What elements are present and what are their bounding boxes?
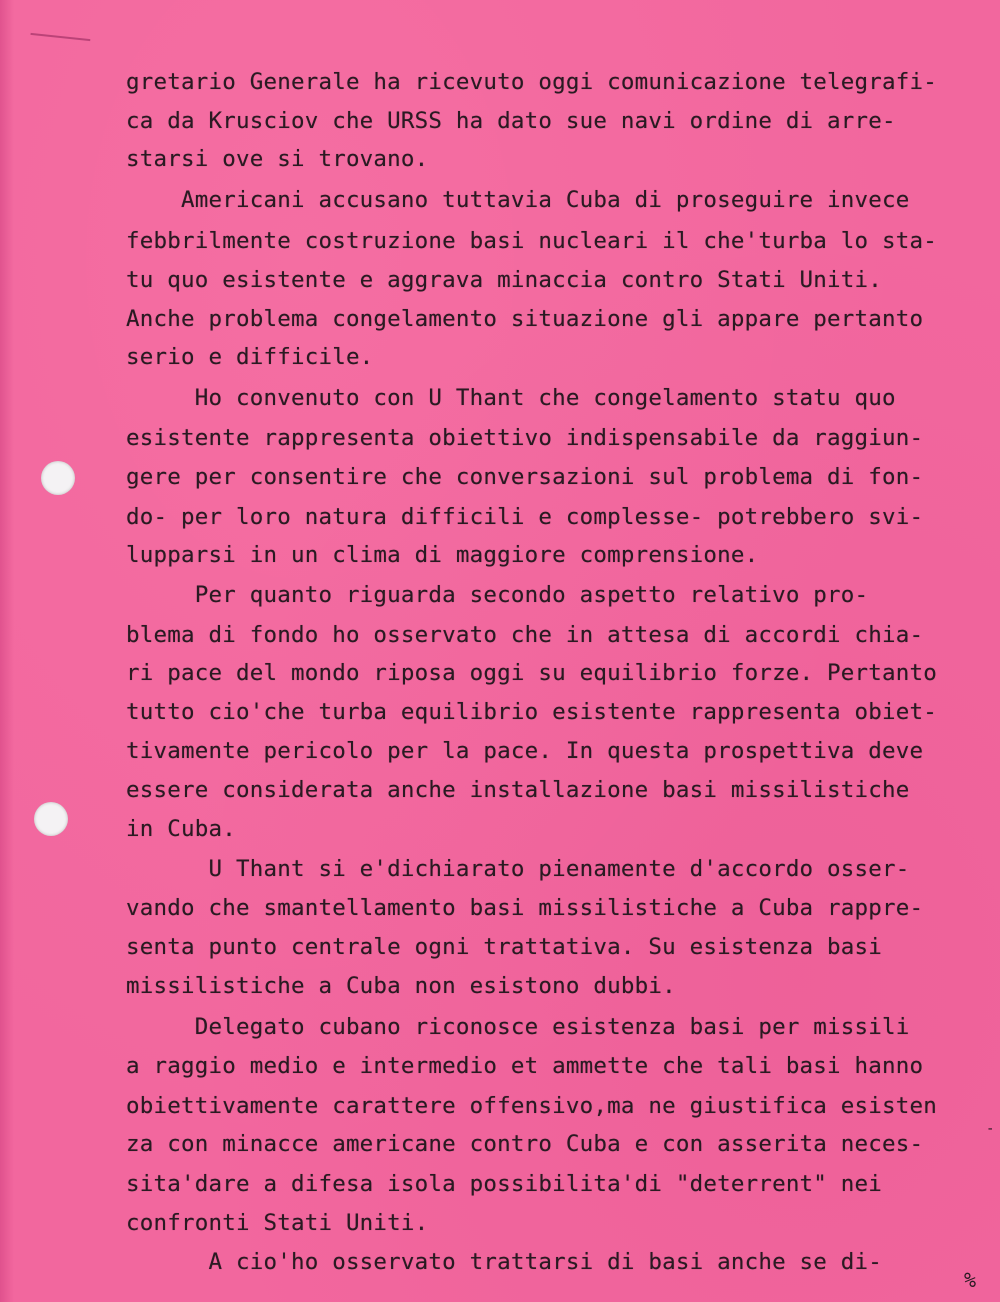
text-line: missilistiche a Cuba non esistono dubbi. [126,973,676,999]
paper-edge-shadow [0,0,14,1302]
text-line: A cio'ho osservato trattarsi di basi anche se di- [126,1249,883,1275]
text-line: serio e difficile. [126,344,374,370]
punch-hole-bottom [34,802,68,836]
text-line: confronti Stati Uniti. [126,1210,429,1236]
margin-hyphen-mark: - [986,1121,995,1137]
text-line: gere per consentire che conversazioni sul problema di fon- [126,464,924,490]
page-continuation-mark: % [964,1268,977,1292]
text-line: starsi ove si trovano. [126,146,429,172]
punch-hole-top [41,461,75,495]
text-line: febbrilmente costruzione basi nucleari il che'turba lo sta- [126,228,938,254]
text-line: esistente rappresenta obiettivo indispensabile da raggiun- [126,425,924,451]
text-line: U Thant si e'dichiarato pienamente d'accordo osser- [126,856,910,882]
text-line: obiettivamente carattere offensivo,ma ne giustifica esisten [126,1093,938,1119]
text-line: in Cuba. [126,816,236,842]
text-line: do- per loro natura difficili e complesse- potrebbero svi- [126,504,924,530]
text-line: tu quo esistente e aggrava minaccia contro Stati Uniti. [126,267,883,293]
paper-tear-mark [30,33,91,49]
text-line: za con minacce americane contro Cuba e con asserita neces- [126,1131,924,1157]
text-line: tivamente pericolo per la pace. In questa prospettiva deve [126,738,924,764]
text-line: vando che smantellamento basi missilistiche a Cuba rappre- [126,895,924,921]
text-line: a raggio medio e intermedio et ammette che tali basi hanno [126,1053,924,1079]
text-line: ri pace del mondo riposa oggi su equilibrio forze. Pertanto [126,660,938,686]
text-line: essere considerata anche installazione basi missilistiche [126,777,910,803]
text-line: Anche problema congelamento situazione gli appare pertanto [126,306,924,332]
text-line: Per quanto riguarda secondo aspetto relativo pro- [126,582,869,608]
text-line: gretario Generale ha ricevuto oggi comunicazione telegrafi- [126,69,938,95]
text-line: sita'dare a difesa isola possibilita'di "deterrent" nei [126,1171,883,1197]
text-line: lupparsi in un clima di maggiore comprensione. [126,542,759,568]
text-line: Americani accusano tuttavia Cuba di proseguire invece [126,187,910,213]
text-line: ca da Krusciov che URSS ha dato sue navi ordine di arre- [126,108,896,134]
text-line: tutto cio'che turba equilibrio esistente rappresenta obiet- [126,699,938,725]
text-line: Ho convenuto con U Thant che congelamento statu quo [126,385,896,411]
text-line: blema di fondo ho osservato che in attesa di accordi chia- [126,622,924,648]
text-line: senta punto centrale ogni trattativa. Su esistenza basi [126,934,883,960]
text-line: Delegato cubano riconosce esistenza basi per missili [126,1014,910,1040]
